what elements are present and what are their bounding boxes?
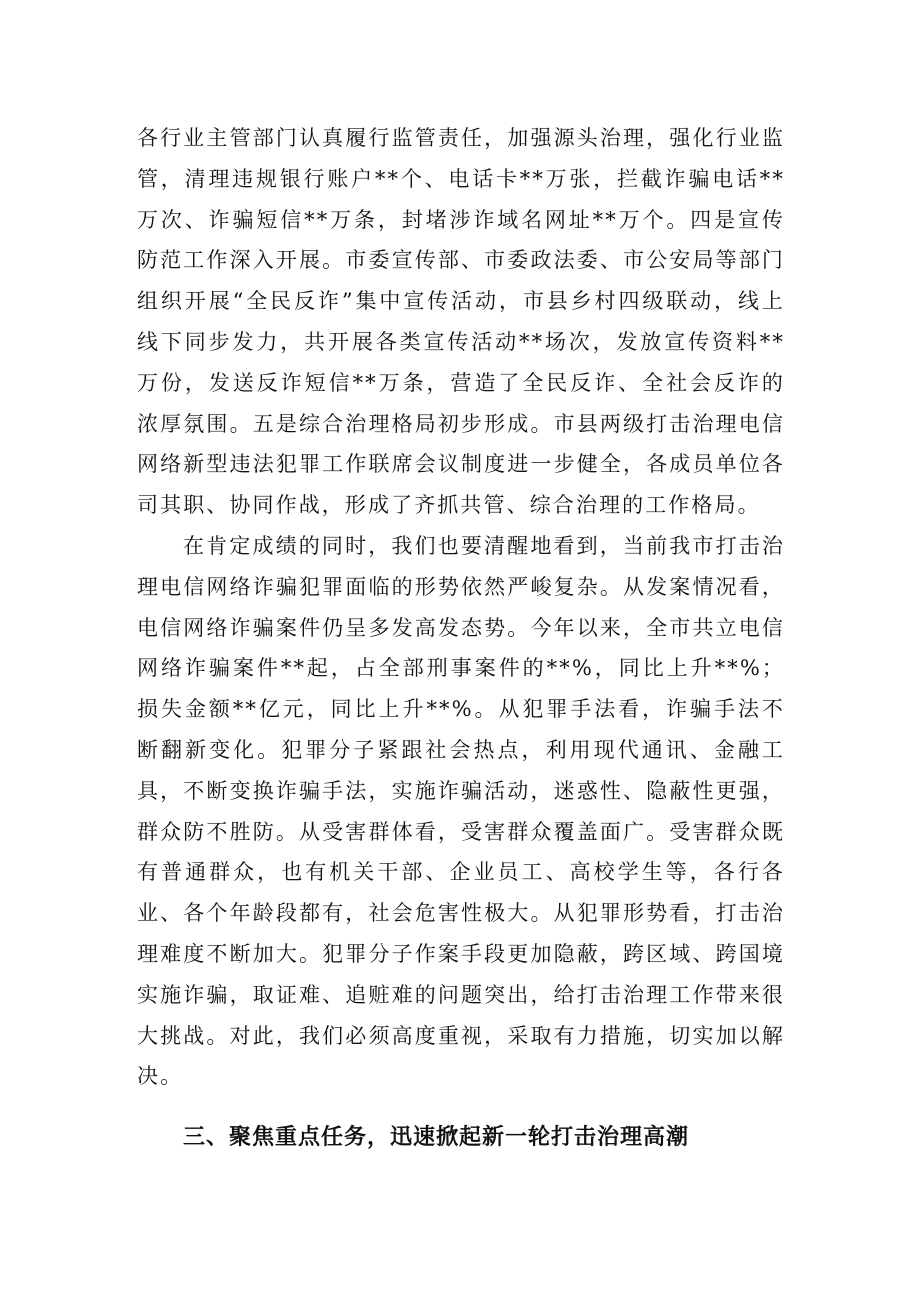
paragraph-situation: 在肯定成绩的同时，我们也要清醒地看到，当前我市打击治理电信网络诈骗犯罪面临的形势依然严峻复杂。从发案情况看，电信网络诈骗案件仍呈多发高发态势。今年以来，全市共立电信网络诈骗案件**起，占全部刑事案件的**%，同比上升**%；损失金额**亿元，同比上升**%。从犯罪手法看，诈骗手法不断翻新变化。犯罪分子紧跟社会热点，利用现代通讯、金融工具，不断变换诈骗手法，实施诈骗活动，迷惑性、隐蔽性更强，群众防不胜防。从受害群体看，受害群众覆盖面广。受害群众既有普通群众，也有机关干部、企业员工、高校学生等，各行各业、各个年龄段都有，社会危害性极大。从犯罪形势看，打击治理难度不断加大。犯罪分子作案手段更加隐蔽，跨区域、跨国境实施诈骗，取证难、追赃难的问题突出，给打击治理工作带来很大挑战。对此，我们必须高度重视，采取有力措施，切实加以解决。 (137, 533, 785, 1089)
section-heading: 三、聚焦重点任务，迅速掀起新一轮打击治理高潮 (183, 1125, 690, 1150)
paragraph-continuation: 各行业主管部门认真履行监管责任，加强源头治理，强化行业监管，清理违规银行账户**个、电话卡**万张，拦截诈骗电话**万次、诈骗短信**万条，封堵涉诈域名网址**万个。四是宣传防范工作深入开展。市委宣传部、市委政法委、市公安局等部门组织开展“全民反诈”集中宣传活动，市县乡村四级联动，线上线下同步发力，共开展各类宣传活动**场次，发放宣传资料**万份，发送反诈短信**万条，营造了全民反诈、全社会反诈的浓厚氛围。五是综合治理格局初步形成。市县两级打击治理电信网络新型违法犯罪工作联席会议制度进一步健全，各成员单位各司其职、协同作战，形成了齐抓共管、综合治理的工作格局。 (137, 126, 785, 518)
body-text (137, 118, 785, 1097)
